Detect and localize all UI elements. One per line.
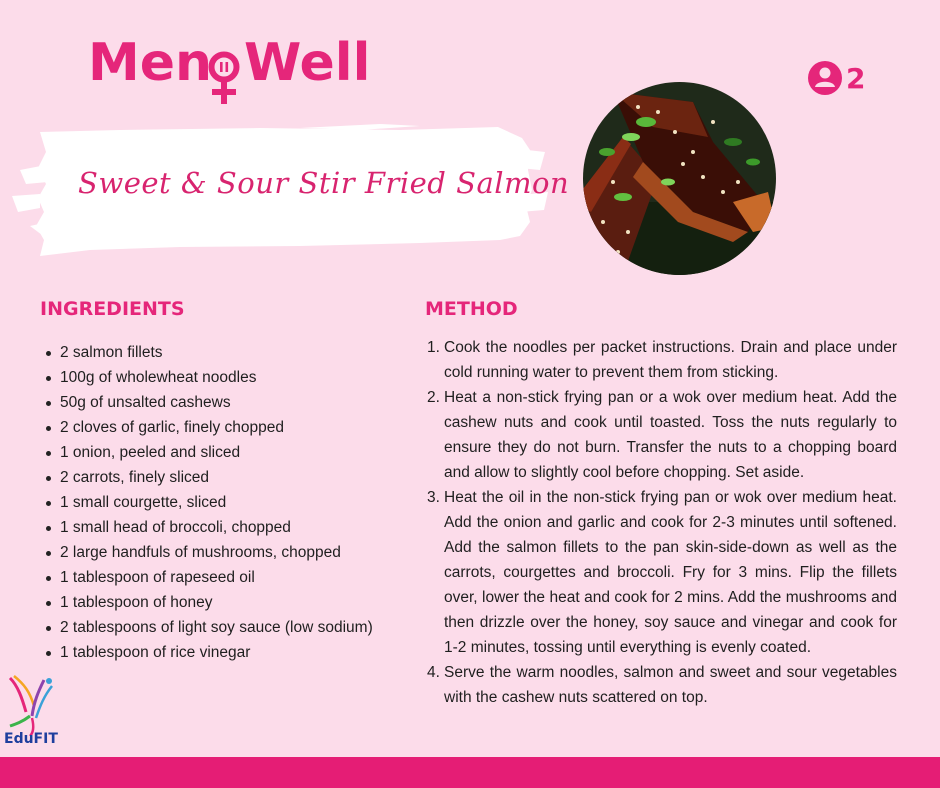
person-icon	[807, 60, 843, 96]
method-step	[427, 335, 897, 385]
footer-bar	[0, 757, 940, 788]
salmon-photo	[583, 82, 776, 275]
method-step	[427, 385, 897, 485]
method-step	[427, 485, 897, 660]
ingredient-item: 1 tablespoon of honey	[40, 590, 410, 615]
method-step	[427, 660, 897, 710]
ingredient-item: 1 onion, peeled and sliced	[40, 440, 410, 465]
salmon-image	[583, 82, 776, 275]
method-step-text: Heat the oil in the non-stick frying pan or wok over medium heat. Add the onion and garlic and cook for 2-3 minutes until softened. Add the salmon fillets to the pan skin-side-down as well as the carrots, courgettes and broccoli. Fry for 3 mins. Flip the fillets over, lower the heat and cook for 2 mins. Add the mushrooms and then drizzle over the honey, soy sauce and vinegar and cook for 1-2 minutes, tossing until everything is evenly coated.	[444, 489, 897, 656]
edufit-logo-text: EduFIT	[4, 731, 58, 747]
method-step-number: 4.	[427, 664, 440, 681]
ingredient-item: 2 large handfuls of mushrooms, chopped	[40, 540, 410, 565]
ingredient-item: 1 small courgette, sliced	[40, 490, 410, 515]
method-step-text: Cook the noodles per packet instructions. Drain and place under cold running water to prevent them from sticking.	[444, 339, 897, 381]
ingredient-item: 50g of unsalted cashews	[40, 390, 410, 415]
ingredient-item: 2 cloves of garlic, finely chopped	[40, 415, 410, 440]
servings	[807, 60, 865, 96]
ingredient-item: 1 tablespoon of rice vinegar	[40, 640, 410, 665]
servings-count: 2	[846, 61, 866, 95]
method-step-number: 1.	[427, 339, 440, 356]
ingredient-item: 2 tablespoons of light soy sauce (low sodium)	[40, 615, 410, 640]
ingredient-item: 2 carrots, finely sliced	[40, 465, 410, 490]
recipe-title: Sweet & Sour Stir Fried Salmon	[78, 166, 570, 200]
method-step-number: 3.	[427, 489, 440, 506]
ingredient-item: 2 salmon fillets	[40, 340, 410, 365]
method-list	[427, 335, 897, 710]
method-step-text: Serve the warm noodles, salmon and sweet and sour vegetables with the cashew nuts scattered on top.	[444, 664, 897, 706]
svg-text:Well: Well	[244, 33, 371, 93]
ingredient-item: 1 tablespoon of rapeseed oil	[40, 565, 410, 590]
ingredient-item: 1 small head of broccoli, chopped	[40, 515, 410, 540]
method-heading: METHOD	[425, 298, 518, 320]
method-step-text: Heat a non-stick frying pan or a wok over medium heat. Add the cashew nuts and cook until toasted. Toss the nuts regularly to ensure they do not burn. Transfer the nuts to a chopping board and allow to slightly cool before chopping. Set aside.	[444, 389, 897, 481]
svg-text:Men: Men	[88, 33, 213, 93]
ingredients-heading: INGREDIENTS	[40, 298, 185, 320]
ingredients-list	[40, 340, 410, 665]
method-step-number: 2.	[427, 389, 440, 406]
ingredient-item: 100g of wholewheat noodles	[40, 365, 410, 390]
title-brush-stroke	[0, 0, 570, 270]
